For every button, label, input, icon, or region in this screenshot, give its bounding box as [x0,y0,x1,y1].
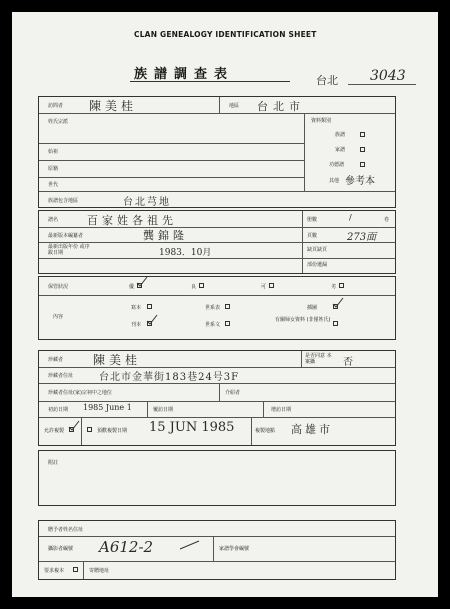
cond-excellent-checkmark [135,276,149,288]
c-copy-label: 寫本 [131,305,142,311]
cond-good-label: 良 [191,284,197,290]
missing-label: 部份遺漏 [307,262,328,268]
cond-fair-label: 可 [261,284,267,290]
visit-label: 初訪日期 [48,407,69,413]
section-book [38,210,396,274]
book-name-value: 百家姓各祖先 [87,214,177,227]
volumes-unit: 卷 [384,217,390,223]
section-holder [38,350,396,446]
intro-label: 介紹者 [225,390,241,396]
lend-label: 是否同意 本案攝 [305,353,332,365]
c-print-label: 刊本 [131,322,142,328]
volumes-label: 册數 [307,217,318,223]
condition-label: 保管狀況 [48,284,69,290]
section-condition [38,276,396,340]
number-underline [348,84,416,85]
camera-value: A612-2 [99,538,154,556]
region-code: 台北 [316,74,338,87]
sheet-number: 3043 [370,68,406,84]
holder-value: 陳美桂 [93,353,142,367]
section-footer [38,520,396,580]
area-value: 台北市 [257,100,305,113]
c-copy-checkbox[interactable] [147,304,152,309]
film-checkbox[interactable] [87,427,92,432]
copy-label: 允許複製 [44,428,65,434]
lend-value: 否 [343,357,353,368]
type-lineage-label: 功德譜 [329,162,345,168]
holder-label: 珍藏者 [48,357,64,363]
cond-good-checkbox[interactable] [199,283,204,288]
type-clan-label: 族譜 [335,132,346,138]
type-clan-checkbox[interactable] [360,132,365,137]
copy-checkmark [67,420,81,432]
section-notes [38,450,396,506]
c-image-label: 插圖 [307,305,318,311]
publish-date-value: 1983．10月 [159,248,212,258]
cond-fair-checkbox[interactable] [269,283,274,288]
type-family-label: 家譜 [335,147,346,153]
publish-date-label: 最新出版年份 或序跋日期 [48,244,90,256]
c-text-label: 世系文 [205,322,221,328]
cond-poor-checkbox[interactable] [339,283,344,288]
type-family-checkbox[interactable] [360,147,365,152]
origin-label: 原籍 [48,166,59,172]
included-value: 台北芎地 [123,197,171,208]
notes-label: 附註 [48,460,59,466]
cond-poor-label: 劣 [331,284,337,290]
camera-label: 攝影者編號 [48,546,74,552]
c-image-checkmark [331,297,345,309]
cond-excellent-label: 優 [129,284,135,290]
mail-label: 寄贈地址 [89,568,110,574]
interviewee-value: 陳美桂 [89,99,138,113]
address-label: 珍藏者住址 [48,373,74,379]
c-table-label: 世系表 [205,305,221,311]
area-label: 地區 [229,103,240,109]
visit-value: 1985 June 1 [83,403,132,412]
camera-strike [179,539,201,551]
place-value: 高雄市 [291,423,333,436]
address-value: 台北市金華街183巷24号3F [99,372,240,383]
society-label: 家譜學會編號 [219,546,250,552]
sheet-title: CLAN GENEALOGY IDENTIFICATION SHEET [134,30,317,39]
ancestor-label: 始祖 [48,149,59,155]
generation-label: 世代 [48,182,59,188]
film-value: 15 JUN 1985 [149,420,235,435]
content-label: 內容 [53,314,64,320]
c-text-checkbox[interactable] [225,321,230,326]
clan-label: 姓氏宗派 [48,119,69,125]
type-lineage-checkbox[interactable] [360,162,365,167]
c-women-checkbox[interactable] [333,321,338,326]
title-underline [130,81,290,82]
place-label: 複製地點 [255,428,276,434]
interviewee-label: 訪問者 [48,103,64,109]
film-label: 預歡複製日期 [97,428,128,434]
pages-label: 頁數 [307,233,318,239]
c-print-checkmark [145,314,159,326]
type-other-value: 參考本 [345,176,375,187]
editor-value: 龔錦隆 [143,229,188,242]
editor-label: 最新版本編纂者 [48,233,84,239]
volumes-slash: / [349,213,352,222]
c-women-label: 有關婦女資料 (非僅姓氏) [275,317,331,323]
clan-center-label: 珍藏者住址(家)宗祠中之地位 [48,390,112,396]
section-interview [38,96,396,208]
request-label: 要求複本 [44,568,65,574]
receive-label: 增訪日期 [271,407,292,413]
book-name-label: 譜名 [48,217,59,223]
type-other-label: 其他 [329,178,340,184]
tag-label: 資料類別 [311,118,332,124]
records-label: 缺頁缺頁 [307,247,328,253]
lender-label: 贈予者姓名住址 [48,527,84,533]
included-label: 族譜包含地區 [48,198,79,204]
pages-value: 273面 [347,232,377,243]
revisit-label: 覆訪日期 [153,407,174,413]
request-checkbox[interactable] [73,567,78,572]
c-table-checkbox[interactable] [225,304,230,309]
genealogy-sheet [12,12,438,597]
form-title: 族譜調查表 [134,67,235,82]
